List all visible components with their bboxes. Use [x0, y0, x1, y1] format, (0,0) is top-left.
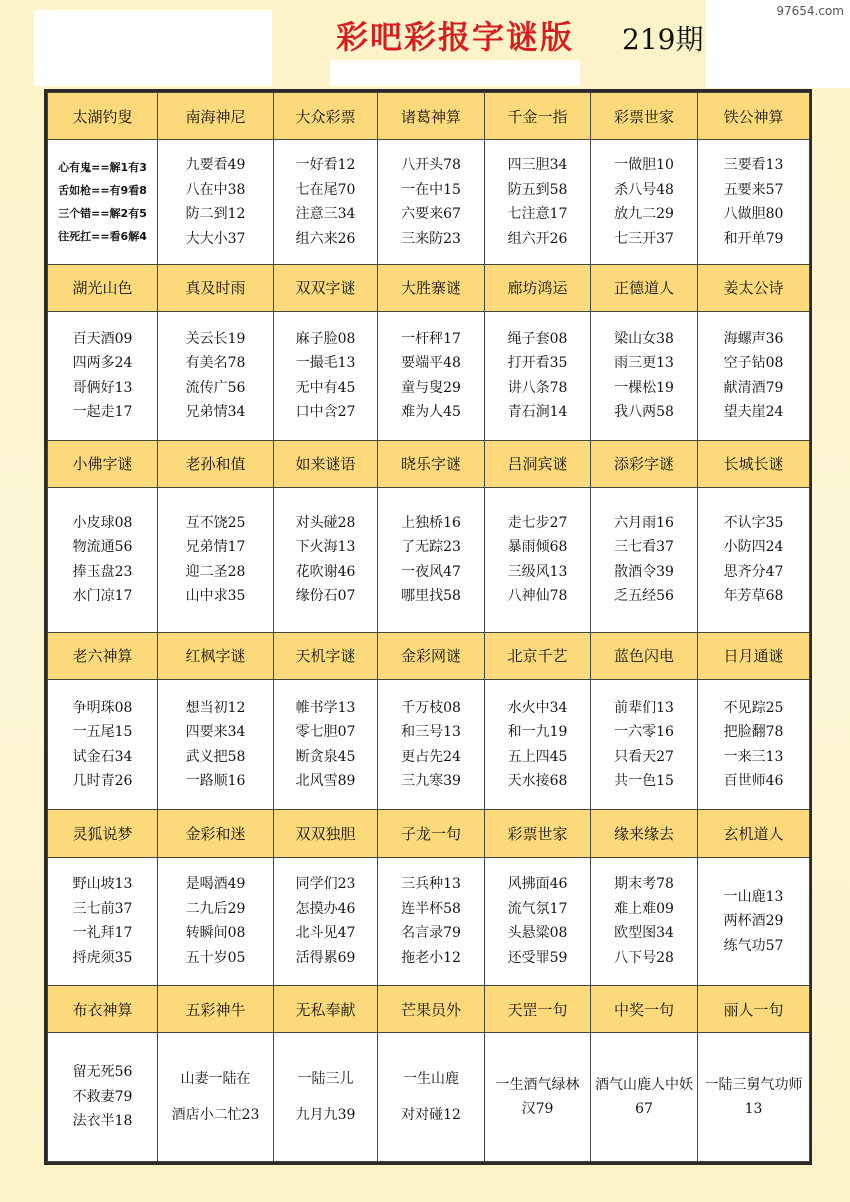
riddle-line: 只看天27	[614, 748, 674, 765]
riddle-line: 麻子脸08	[295, 330, 356, 347]
riddle-line: 四两多24	[72, 355, 133, 372]
riddle-line: 三级风13	[507, 563, 568, 580]
riddle-line: 五要来57	[723, 181, 784, 198]
riddle-line: 还受罪59	[507, 949, 568, 966]
content-row	[48, 857, 810, 986]
riddle-cell	[274, 312, 378, 441]
riddle-line: 散酒令39	[614, 563, 674, 580]
column-header: 吕洞宾谜	[485, 440, 591, 487]
riddle-line: 零七胆07	[295, 724, 356, 741]
riddle-line: 组六来26	[295, 230, 356, 247]
riddle-line: 三个错==解2有5	[58, 207, 147, 220]
riddle-line: 不认字35	[723, 514, 784, 531]
riddle-line: 把脸翻78	[723, 724, 784, 741]
riddle-cell	[274, 487, 378, 632]
riddle-line: 一在中15	[401, 181, 461, 198]
riddle-line: 放九二29	[614, 206, 674, 222]
content-row	[48, 487, 810, 632]
column-header: 蓝色闪电	[591, 632, 698, 679]
column-header: 丽人一句	[698, 986, 810, 1033]
riddle-line: 四三胆34	[507, 157, 568, 173]
riddle-line: 二九后29	[185, 900, 246, 917]
riddle-line: 同学们23	[295, 876, 356, 893]
riddle-cell	[698, 1033, 810, 1162]
column-header: 铁公神算	[698, 93, 810, 140]
riddle-line: 九要看49	[185, 157, 246, 173]
column-header: 太湖钓叟	[48, 93, 158, 140]
column-header: 小佛字谜	[48, 440, 158, 487]
column-header: 缘来缘去	[591, 810, 698, 857]
riddle-line: 一五尾15	[72, 724, 133, 741]
riddle-line: 大大小37	[185, 230, 246, 247]
riddle-line: 往死扛==看6解4	[58, 230, 147, 243]
riddle-line: 连半杯58	[401, 900, 461, 917]
column-header: 老孙和值	[158, 440, 274, 487]
header-row	[48, 986, 810, 1033]
column-header: 北京千艺	[485, 632, 591, 679]
column-header: 日月通谜	[698, 632, 810, 679]
riddle-line: 无中有45	[295, 379, 356, 396]
riddle-line: 梁山女38	[614, 330, 674, 347]
riddle-line: 八做胆80	[723, 206, 784, 222]
riddle-line: 讲八条78	[507, 379, 568, 396]
riddle-line: 一来三13	[723, 748, 784, 765]
riddle-line: 八开头78	[401, 157, 461, 173]
column-header: 晓乐字谜	[378, 440, 485, 487]
riddle-cell	[485, 312, 591, 441]
riddle-line: 千万枝08	[401, 699, 461, 716]
riddle-line: 五上四45	[507, 748, 568, 765]
riddle-line: 捋虎须35	[72, 949, 133, 966]
riddle-line: 想当初12	[185, 699, 246, 716]
riddle-line: 哥俩好13	[72, 379, 133, 396]
riddle-line: 活得累69	[295, 949, 356, 966]
riddle-line: 舌如枪==有9看8	[58, 184, 147, 197]
riddle-line: 献清酒79	[723, 379, 784, 396]
riddle-line: 一撮毛13	[295, 355, 356, 372]
riddle-line: 试金石34	[72, 748, 133, 765]
riddle-line: 缘份石07	[295, 588, 356, 605]
riddle-line: 北斗见47	[295, 925, 356, 942]
riddle-line: 捧玉盘23	[72, 563, 133, 580]
riddle-line: 不见踪25	[723, 699, 784, 716]
column-header: 廊坊鸿运	[485, 264, 591, 311]
riddle-line: 难为人45	[401, 404, 461, 421]
riddle-line: 百天酒09	[72, 330, 133, 347]
riddle-cell	[274, 857, 378, 986]
column-header: 芒果员外	[378, 986, 485, 1033]
column-header: 双双独胆	[274, 810, 378, 857]
column-header: 玄机道人	[698, 810, 810, 857]
riddle-line: 花吹谢46	[295, 563, 356, 580]
riddle-line: 打开看35	[507, 355, 568, 372]
riddle-line: 一杆秤17	[401, 330, 461, 347]
riddle-cell	[378, 857, 485, 986]
riddle-line: 水门凉17	[72, 588, 133, 605]
riddle-line: 乏五经56	[614, 588, 674, 605]
riddle-line: 五十岁05	[185, 949, 246, 966]
riddle-cell	[485, 487, 591, 632]
riddle-cell	[158, 140, 274, 265]
column-header: 姜太公诗	[698, 264, 810, 311]
riddle-line: 练气功57	[723, 937, 784, 954]
riddle-cell	[591, 140, 698, 265]
riddle-line: 绳子套08	[507, 330, 568, 347]
riddle-cell	[48, 487, 158, 632]
riddle-cell	[591, 312, 698, 441]
riddle-cell	[378, 1033, 485, 1162]
riddle-line: 争明珠08	[72, 699, 133, 716]
riddle-line: 组六开26	[507, 230, 568, 247]
riddle-line: 流传广56	[185, 379, 246, 396]
column-header: 老六神算	[48, 632, 158, 679]
riddle-line: 要端平48	[401, 355, 461, 372]
riddle-line: 雨三更13	[614, 355, 674, 372]
riddle-line: 一生山鹿	[403, 1070, 459, 1087]
riddle-line: 六月雨16	[614, 514, 674, 531]
riddle-line: 我八两58	[614, 404, 674, 421]
column-header: 天罡一句	[485, 986, 591, 1033]
riddle-line: 童与叟29	[401, 379, 461, 396]
header-row	[48, 264, 810, 311]
riddle-cell	[485, 679, 591, 810]
riddle-line: 断贪泉45	[295, 748, 356, 765]
content-row	[48, 312, 810, 441]
watermark: 97654.com	[776, 4, 844, 18]
column-header: 诸葛神算	[378, 93, 485, 140]
riddle-line: 互不饶25	[185, 514, 246, 531]
riddle-line: 拖老小12	[401, 949, 461, 966]
riddle-line: 青石涧14	[507, 404, 568, 421]
riddle-line: 走七步27	[507, 514, 568, 531]
riddle-line: 七三开37	[614, 230, 674, 247]
riddle-cell	[158, 487, 274, 632]
riddle-line: 欧型图34	[614, 925, 674, 942]
column-header: 大胜寨谜	[378, 264, 485, 311]
riddle-line: 怎摸办46	[295, 900, 356, 917]
riddle-line: 八神仙78	[507, 588, 568, 605]
riddle-line: 六要来67	[401, 206, 461, 222]
riddle-line: 武义把58	[185, 748, 246, 765]
riddle-line: 三要看13	[723, 157, 784, 173]
riddle-cell	[378, 679, 485, 810]
riddle-cell	[378, 312, 485, 441]
riddle-line: 一陆三舅气功师13	[704, 1076, 803, 1118]
riddle-line: 两杯酒29	[723, 913, 784, 930]
riddle-line: 兄弟情34	[185, 404, 246, 421]
riddle-cell	[591, 487, 698, 632]
riddle-line: 八下号28	[614, 949, 674, 966]
riddle-cell	[591, 857, 698, 986]
column-header: 双双字谜	[274, 264, 378, 311]
riddle-line: 对头碰28	[295, 514, 356, 531]
riddle-cell	[591, 1033, 698, 1162]
column-header: 金彩网谜	[378, 632, 485, 679]
column-header: 金彩和迷	[158, 810, 274, 857]
page-title: 彩吧彩报字谜版	[336, 18, 575, 56]
riddle-line: 三七看37	[614, 539, 674, 556]
riddle-cell	[698, 487, 810, 632]
riddle-line: 三七前37	[72, 900, 133, 917]
riddle-cell	[698, 312, 810, 441]
riddle-line: 一礼拜17	[72, 925, 133, 942]
riddle-line: 九月九39	[295, 1107, 356, 1124]
riddle-line: 杀八号48	[614, 181, 674, 198]
riddle-cell	[158, 857, 274, 986]
riddle-line: 法衣半18	[72, 1113, 133, 1130]
riddle-line: 了无踪23	[401, 539, 461, 556]
riddle-line: 流气氛17	[507, 900, 568, 917]
riddle-line: 三九寒39	[401, 773, 461, 790]
riddle-line: 对对碰12	[401, 1107, 461, 1124]
riddle-cell	[48, 312, 158, 441]
riddle-line: 海螺声36	[723, 330, 784, 347]
column-header: 灵狐说梦	[48, 810, 158, 857]
header-row	[48, 632, 810, 679]
riddle-line: 留无死56	[72, 1064, 133, 1081]
column-header: 彩票世家	[591, 93, 698, 140]
riddle-line: 山中求35	[185, 588, 246, 605]
riddle-line: 一棵松19	[614, 379, 674, 396]
riddle-line: 野山坡13	[72, 876, 133, 893]
riddle-line: 山妻一陆在	[180, 1070, 251, 1087]
riddle-line: 百世师46	[723, 773, 784, 790]
riddle-table-frame	[44, 89, 812, 1165]
riddle-line: 关云长19	[185, 330, 246, 347]
riddle-line: 有美名78	[185, 355, 246, 372]
riddle-cell	[698, 679, 810, 810]
riddle-line: 防二到12	[185, 206, 246, 222]
column-header: 正德道人	[591, 264, 698, 311]
riddle-line: 北风雪89	[295, 773, 356, 790]
riddle-cell	[591, 679, 698, 810]
riddle-cell	[378, 140, 485, 265]
riddle-line: 思齐分47	[723, 563, 784, 580]
riddle-line: 物流通56	[72, 539, 133, 556]
riddle-cell	[274, 1033, 378, 1162]
header-row	[48, 93, 810, 140]
riddle-line: 四要来34	[185, 724, 246, 741]
riddle-line: 注意三34	[295, 206, 356, 222]
riddle-line: 天水接68	[507, 773, 568, 790]
column-header: 无私奉献	[274, 986, 378, 1033]
riddle-line: 年芳草68	[723, 588, 784, 605]
riddle-line: 口中含27	[295, 404, 356, 421]
column-header: 子龙一句	[378, 810, 485, 857]
riddle-cell	[274, 679, 378, 810]
riddle-line: 名言录79	[401, 925, 461, 942]
column-header: 南海神尼	[158, 93, 274, 140]
riddle-cell	[48, 679, 158, 810]
column-header: 真及时雨	[158, 264, 274, 311]
riddle-line: 一夜风47	[401, 563, 461, 580]
riddle-cell	[485, 1033, 591, 1162]
column-header: 红枫字谜	[158, 632, 274, 679]
riddle-line: 前辈们13	[614, 699, 674, 716]
riddle-line: 空子钻08	[723, 355, 784, 372]
riddle-line: 八在中38	[185, 181, 246, 198]
riddle-line: 难上难09	[614, 900, 674, 917]
riddle-cell	[48, 1033, 158, 1162]
riddle-line: 下火海13	[295, 539, 356, 556]
issue-number: 219期	[622, 23, 704, 56]
riddle-line: 小皮球08	[72, 514, 133, 531]
riddle-line: 更占先24	[401, 748, 461, 765]
riddle-cell	[698, 857, 810, 986]
riddle-line: 不救妻79	[72, 1088, 133, 1105]
header-row	[48, 810, 810, 857]
content-row	[48, 679, 810, 810]
riddle-cell	[698, 140, 810, 265]
top-left-white-block	[34, 10, 272, 86]
riddle-line: 暴雨倾68	[507, 539, 568, 556]
riddle-cell	[485, 857, 591, 986]
column-header: 千金一指	[485, 93, 591, 140]
column-header: 长城长谜	[698, 440, 810, 487]
riddle-line: 一生酒气绿林汉79	[495, 1076, 580, 1118]
column-header: 大众彩票	[274, 93, 378, 140]
riddle-line: 和开单79	[723, 230, 784, 247]
riddle-cell	[48, 140, 158, 265]
content-row	[48, 1033, 810, 1162]
riddle-cell	[48, 857, 158, 986]
riddle-line: 一山鹿13	[723, 888, 784, 905]
riddle-line: 一六零16	[614, 724, 674, 741]
column-header: 布衣神算	[48, 986, 158, 1033]
riddle-line: 一路顺16	[185, 773, 246, 790]
riddle-line: 兄弟情17	[185, 539, 246, 556]
riddle-line: 头悬粱08	[507, 925, 568, 942]
riddle-line: 一做胆10	[614, 157, 674, 173]
riddle-line: 心有鬼==解1有3	[58, 161, 147, 174]
riddle-line: 上独桥16	[401, 514, 461, 531]
riddle-line: 酒气山鹿人中妖67	[595, 1076, 693, 1118]
riddle-line: 七在尾70	[295, 181, 356, 198]
column-header: 天机字谜	[274, 632, 378, 679]
riddle-line: 小防四24	[723, 539, 784, 556]
column-header: 如来谜语	[274, 440, 378, 487]
riddle-line: 望夫崖24	[723, 404, 784, 421]
riddle-cell	[274, 140, 378, 265]
riddle-line: 一陆三儿	[297, 1070, 354, 1087]
riddle-line: 三兵种13	[401, 876, 461, 893]
riddle-line: 和三号13	[401, 724, 461, 741]
riddle-line: 和一九19	[507, 724, 568, 741]
riddle-line: 三来防23	[401, 230, 461, 247]
column-header: 彩票世家	[485, 810, 591, 857]
riddle-line: 防五到58	[507, 181, 568, 198]
riddle-line: 共一色15	[614, 773, 674, 790]
header-row	[48, 440, 810, 487]
content-row	[48, 140, 810, 265]
riddle-line: 迎二圣28	[185, 563, 246, 580]
riddle-line: 风拂面46	[507, 876, 568, 893]
riddle-line: 水火中34	[507, 699, 568, 716]
riddle-cell	[158, 679, 274, 810]
riddle-line: 期末考78	[614, 876, 674, 893]
riddle-line: 帷书学13	[295, 699, 356, 716]
column-header: 五彩神牛	[158, 986, 274, 1033]
riddle-line: 是喝酒49	[185, 876, 246, 893]
riddle-line: 七注意17	[507, 206, 568, 222]
column-header: 中奖一句	[591, 986, 698, 1033]
top-middle-white-block	[330, 60, 580, 86]
riddle-cell	[158, 1033, 274, 1162]
riddle-cell	[485, 140, 591, 265]
riddle-line: 哪里找58	[401, 588, 461, 605]
riddle-line: 一好看12	[295, 157, 356, 173]
riddle-line: 转瞬间08	[185, 925, 246, 942]
riddle-table	[47, 92, 810, 1162]
riddle-line: 一起走17	[72, 404, 133, 421]
column-header: 添彩字谜	[591, 440, 698, 487]
riddle-line: 几时青26	[72, 773, 133, 790]
riddle-cell	[158, 312, 274, 441]
riddle-line: 酒店小二忙23	[171, 1107, 260, 1124]
column-header: 湖光山色	[48, 264, 158, 311]
riddle-cell	[378, 487, 485, 632]
